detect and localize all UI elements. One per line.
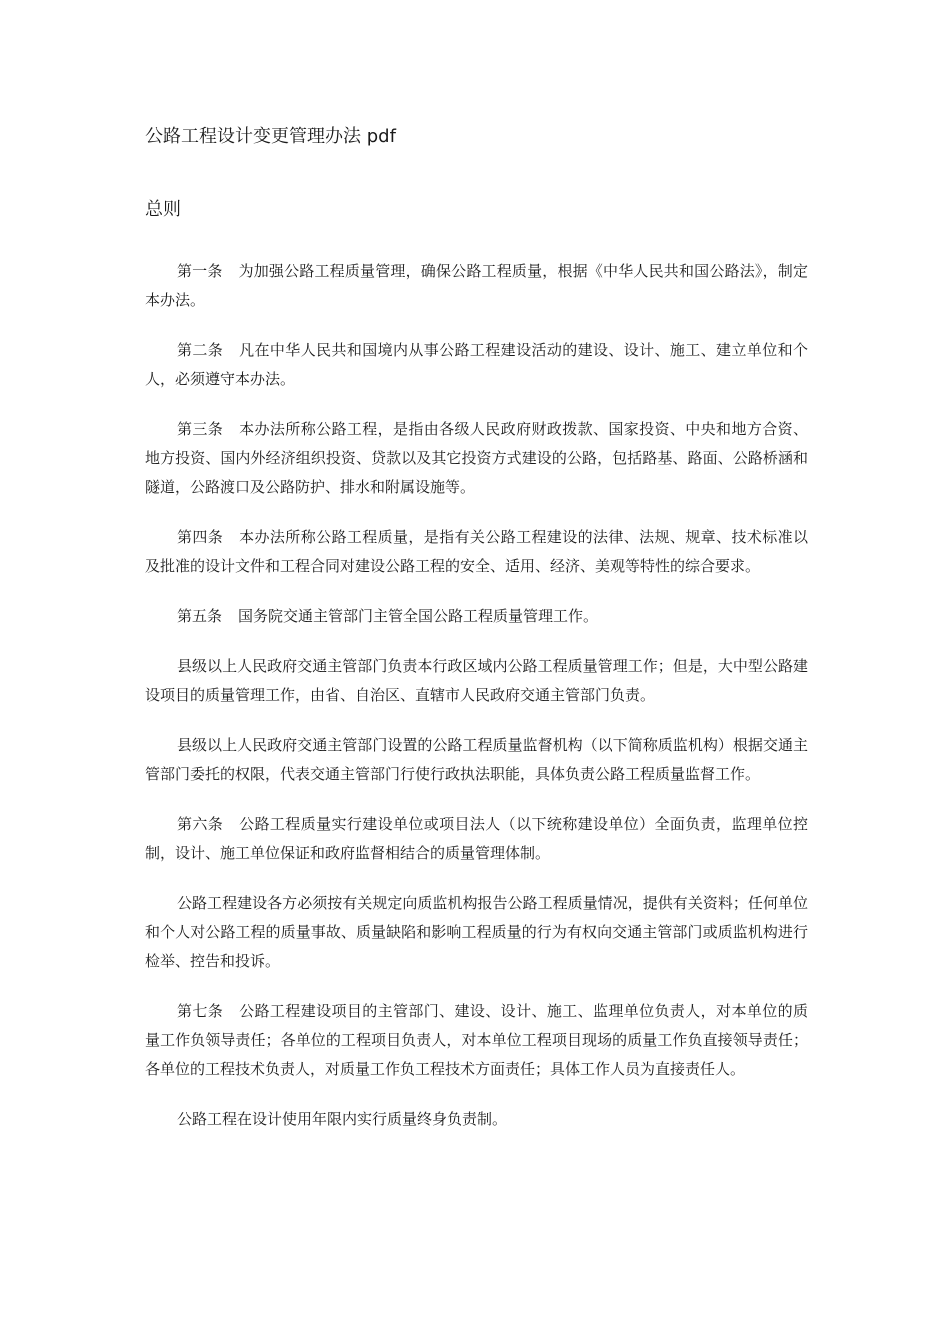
paragraph-text: 凡在中华人民共和国境内从事公路工程建设活动的建设、设计、施工、建立单位和个人，必须遵守本办法。: [145, 341, 808, 388]
article-paragraph: [145, 523, 808, 581]
paragraph-text: 县级以上人民政府交通主管部门设置的公路工程质量监督机构（以下简称质监机构）根据交通主管部门委托的权限，代表交通主管部门行使行政执法职能，具体负责公路工程质量监督工作。: [145, 736, 808, 783]
article-label: 第二条: [177, 341, 224, 359]
article-paragraph: [145, 997, 808, 1084]
article-paragraph: [145, 602, 808, 631]
paragraph-text: 国务院交通主管部门主管全国公路工程质量管理工作。: [238, 607, 599, 625]
body-paragraph: [145, 731, 808, 789]
article-paragraph: [145, 415, 808, 502]
paragraph-text: 公路工程建设各方必须按有关规定向质监机构报告公路工程质量情况，提供有关资料；任何单位和个人对公路工程的质量事故、质量缺陷和影响工程质量的行为有权向交通主管部门或质监机构进行检举、控告和投诉。: [145, 894, 808, 970]
paragraph-text: 公路工程质量实行建设单位或项目法人（以下统称建设单位）全面负责，监理单位控制，设计、施工单位保证和政府监督相结合的质量管理体制。: [145, 815, 808, 862]
article-label: 第三条: [177, 420, 224, 438]
article-paragraph: [145, 336, 808, 394]
article-label: 第五条: [177, 607, 223, 625]
article-paragraph: [145, 257, 808, 315]
body-paragraph: [145, 889, 808, 976]
paragraph-text: 县级以上人民政府交通主管部门负责本行政区域内公路工程质量管理工作；但是，大中型公路建设项目的质量管理工作，由省、自治区、直辖市人民政府交通主管部门负责。: [145, 657, 808, 704]
article-label: 第六条: [177, 815, 224, 833]
article-label: 第四条: [177, 528, 224, 546]
paragraph-text: 公路工程在设计使用年限内实行质量终身负责制。: [177, 1110, 508, 1128]
article-paragraph: [145, 810, 808, 868]
paragraph-text: 本办法所称公路工程，是指由各级人民政府财政拨款、国家投资、中央和地方合资、地方投资、国内外经济组织投资、贷款以及其它投资方式建设的公路，包括路基、路面、公路桥涵和隧道，公路渡口及公路防护、排水和附属设施等。: [145, 420, 808, 496]
document-body: [145, 257, 808, 1155]
paragraph-text: 公路工程建设项目的主管部门、建设、设计、施工、监理单位负责人，对本单位的质量工作负领导责任；各单位的工程项目负责人，对本单位工程项目现场的质量工作负直接领导责任；各单位的工程技术负责人，对质量工作负工程技术方面责任；具体工作人员为直接责任人。: [145, 1002, 808, 1078]
article-label: 第一条: [177, 262, 223, 280]
paragraph-text: 为加强公路工程质量管理，确保公路工程质量，根据《中华人民共和国公路法》，制定本办法。: [145, 262, 808, 309]
article-label: 第七条: [177, 1002, 224, 1020]
body-paragraph: [145, 1105, 808, 1134]
paragraph-text: 本办法所称公路工程质量，是指有关公路工程建设的法律、法规、规章、技术标准以及批准的设计文件和工程合同对建设公路工程的安全、适用、经济、美观等特性的综合要求。: [145, 528, 808, 575]
body-paragraph: [145, 652, 808, 710]
document-title: 公路工程设计变更管理办法 pdf: [145, 126, 396, 147]
section-heading: 总则: [145, 199, 181, 220]
